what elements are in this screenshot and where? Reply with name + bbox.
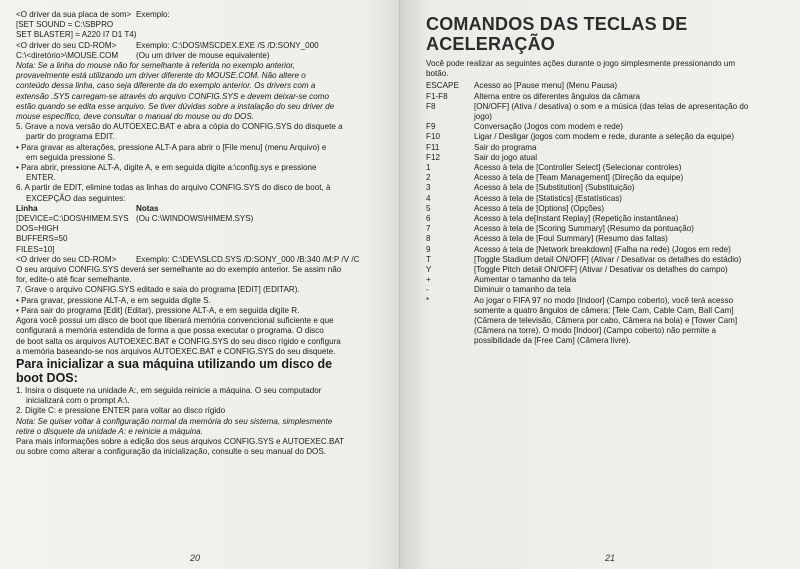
set-sound-line: [SET SOUND = C:\SBPRO (16, 20, 114, 30)
key-description (474, 102, 788, 122)
dos-high-line: DOS=HIGH (16, 224, 59, 234)
key-description (474, 265, 788, 275)
key-row (426, 143, 788, 153)
key-description (474, 183, 788, 193)
key-description (474, 245, 788, 255)
cd-driver-row-2 (16, 255, 388, 265)
key-description-line: Acesso à tela de [Statistics] (Estatísticas) (474, 193, 622, 203)
key-name: + (426, 275, 431, 285)
key-name: ESCAPE (426, 81, 459, 91)
key-name: 6 (426, 214, 431, 224)
page-number-right: 21 (605, 553, 616, 563)
mouse-note: (Ou um driver de mouse equivalente) (136, 50, 270, 60)
key-row (426, 224, 788, 234)
key-row (426, 214, 788, 224)
key-description-line: (Câmera de televisão, Câmera por cabo, Câmera na bola) e [Tower Cam] (474, 316, 738, 326)
key-description (474, 285, 788, 295)
buffers-line: BUFFERS=50 (16, 234, 68, 244)
key-name: F9 (426, 122, 436, 132)
note-mouse-5: estão quando se edita esse arquivo. Se tiver dúvidas sobre a instalação do seu driver de (16, 101, 335, 111)
key-description (474, 143, 788, 153)
key-description-line: Acesso à tela de[Instant Replay] (Repetição instantânea) (474, 214, 679, 224)
set-blaster-line: SET BLASTER] = A220 I7 D1 T4) (16, 30, 137, 40)
key-description-line: [ON/OFF] (Ativa / desativa) o som e a música (das telas de apresentação do (474, 101, 749, 111)
key-row (426, 296, 788, 347)
key-row (426, 194, 788, 204)
files-line: FILES=10] (16, 244, 55, 254)
key-row (426, 255, 788, 265)
key-description (474, 194, 788, 204)
step-6-line-2: EXCEPÇÃO das seguintes: (26, 193, 126, 203)
cd-driver-row (16, 41, 388, 51)
key-name: 1 (426, 163, 431, 173)
note-mouse-1: Nota: Se a linha do mouse não for semelhante à referida no exemplo anterior, (16, 61, 295, 71)
key-name: 9 (426, 244, 431, 254)
key-description-line: Acesso à tela de [Options] (Opções) (474, 203, 605, 213)
key-description-line: Ligar / Desligar (jogos com modem e rede, durante a seleção da equipe) (474, 132, 735, 142)
boot-para-2: configurará a memória estendida de forma a que possa executar o programa. O disco (16, 326, 324, 336)
key-name: F12 (426, 152, 440, 162)
key-description (474, 214, 788, 224)
cd-example-2: Exemplo: C:\DEV\SLCD.SYS /D:SONY_000 /B:340 /M:P /V /C (136, 254, 360, 264)
intro-line-1: Você pode realizar as seguintes ações durante o jogo simplesmente pressionando um (426, 59, 736, 68)
key-description-line: Acesso à tela de [Network breakdown] (Falha na rede) (Jogos em rede) (474, 244, 731, 254)
key-row (426, 183, 788, 193)
key-name: - (426, 285, 429, 295)
key-description-line: [Toggle Stadium detail ON/OFF] (Ativar / Desativar os detalhes do estádio) (474, 254, 742, 264)
step-7: 7. Grave o arquivo CONFIG.SYS editado e saia do programa [EDIT] (EDITAR). (16, 285, 300, 295)
key-description (474, 163, 788, 173)
key-name: F11 (426, 142, 440, 152)
key-description (474, 173, 788, 183)
key-description-line: [Toggle Pitch detail ON/OFF] (Ativar / Desativar os detalhes do campo) (474, 265, 728, 275)
bullet-save-2: em seguida pressione S. (26, 152, 116, 162)
key-description (474, 255, 788, 265)
bullet-write: • Para gravar, pressione ALT-A, e em seguida digite S. (16, 295, 211, 305)
key-row (426, 92, 788, 102)
key-description-line: Acesso à tela de [Substitution] (Substituição) (474, 183, 635, 193)
table-header (16, 204, 388, 214)
key-row (426, 265, 788, 275)
device-row (16, 214, 388, 224)
key-name: T (426, 254, 431, 264)
key-list (426, 81, 788, 346)
key-name: F1-F8 (426, 91, 448, 101)
col-notas: Notas (136, 203, 159, 213)
key-name: F8 (426, 101, 436, 111)
key-row (426, 245, 788, 255)
key-name: 5 (426, 203, 431, 213)
page-number-left: 20 (190, 553, 201, 563)
example-label: Exemplo: (136, 10, 170, 19)
key-description-line: somente a quatro ângulos de câmera: [Tele Cam, Cable Cam, Ball Cam] (474, 305, 734, 315)
page-right (400, 0, 800, 569)
note-mouse-3: conteúdo dessa linha, caso seja diferente da do exemplo anterior. Os drivers com a (16, 81, 316, 91)
cd-driver-line-2: <O driver do seu CD-ROM> (16, 254, 117, 264)
key-description (474, 296, 788, 347)
key-name: Y (426, 265, 432, 275)
bullet-open-2: ENTER. (26, 173, 56, 183)
bullet-open-1: • Para abrir, pressione ALT-A, digite A, e em seguida digite a:\config.sys e pressione (16, 163, 317, 173)
key-description-line: Conversação (Jogos com modem e rede) (474, 122, 623, 132)
mouse-row (16, 51, 388, 61)
key-description-line: Sair do jogo atual (474, 152, 537, 162)
key-description-line: jogo) (474, 112, 492, 122)
boot-step-1b: inicializará com o prompt A:\. (26, 396, 130, 406)
note-mouse-2: provavelmente está utilizando um driver diferente do MOUSE.COM. Não altere o (16, 71, 306, 81)
key-description-line: Aumentar o tamanho da tela (474, 275, 577, 285)
note-restore-2: retire o disquete da unidade A: e reinicie a máquina. (16, 426, 203, 436)
key-row (426, 234, 788, 244)
config-note-1: O seu arquivo CONFIG.SYS deverá ser semelhante ao do exemplo anterior. Se assim não (16, 265, 342, 275)
key-name: 3 (426, 183, 431, 193)
key-row (426, 153, 788, 163)
boot-para-4: a memória baseando-se nos arquivos AUTOEXEC.BAT e CONFIG.SYS do seu disquete. (16, 346, 336, 356)
intro-text (426, 59, 788, 79)
boot-step-1: 1. Insira o disquete na unidade A:, em seguida reinicie a máquina. O seu computador (16, 385, 322, 395)
col-linha: Linha (16, 203, 38, 213)
config-note-2: for, edite-o até ficar semelhante. (16, 275, 132, 285)
key-description (474, 132, 788, 142)
step-6-line-1: 6. A partir de EDIT, elimine todas as linhas do arquivo CONFIG.SYS do disco de boot, à (16, 183, 331, 193)
boot-step-2: 2. Digite C: e pressione ENTER para voltar ao disco rígido (16, 406, 226, 416)
key-description-line: (Câmera na torre). O modo [Indoor] (Campo coberto) não permite a (474, 326, 717, 336)
key-description-line: possibilidade da [Free Cam] (Câmera livre). (474, 336, 631, 346)
boot-para-1: Agora você possui um disco de boot que liberará memória convencional suficiente e que (16, 316, 334, 326)
key-row (426, 173, 788, 183)
key-description-line: Acesso à tela de [Scoring Summary] (Resumo da pontuação) (474, 224, 694, 234)
key-name: 2 (426, 173, 431, 183)
key-name: 8 (426, 234, 431, 244)
key-description-line: Acesso ao [Pause menu] (Menu Pausa) (474, 81, 618, 91)
final-para-2: ou sobre como alterar a configuração da inicialização, consulte o seu manual do DOS. (16, 447, 326, 457)
page-title (426, 14, 788, 54)
key-description-line: Ao jogar o FIFA 97 no modo [Indoor] (Campo coberto), você terá acesso (474, 295, 734, 305)
key-description-line: Alterna entre os diferentes ângulos da câmara (474, 91, 641, 101)
key-description (474, 234, 788, 244)
key-row (426, 81, 788, 91)
key-row (426, 122, 788, 132)
key-description (474, 275, 788, 285)
key-description-line: Acesso à tela de [Foul Summary] (Resumo das faltas) (474, 234, 668, 244)
cd-example: Exemplo: C:\DOS\MSCDEX.EXE /S /D:SONY_000 (136, 40, 319, 50)
key-row (426, 163, 788, 173)
key-name: 7 (426, 224, 431, 234)
section-heading-2: boot DOS: (16, 371, 78, 386)
key-description (474, 224, 788, 234)
key-description (474, 92, 788, 102)
sound-driver-row (16, 10, 388, 20)
key-name: F10 (426, 132, 440, 142)
key-description (474, 81, 788, 91)
key-row (426, 132, 788, 142)
title-line-2: ACELERAÇÃO (426, 34, 556, 54)
key-name: 4 (426, 193, 431, 203)
key-description-line: Acesso à tela de [Controller Select] (Selecionar controles) (474, 163, 682, 173)
step-5-line-2: partir do programa EDIT. (26, 132, 115, 142)
boot-para-3: de boot salta os arquivos AUTOEXEC.BAT e CONFIG.SYS do seu disco rígido e configura (16, 336, 341, 346)
key-row (426, 285, 788, 295)
section-heading-1: Para inicializar a sua máquina utilizando um disco de (16, 356, 333, 371)
note-mouse-6: mouse específico, deve consultar o manual do mouse ou do DOS. (16, 112, 254, 122)
note-mouse-4: extensão .SYS carregam-se através do arquivo CONFIG.SYS e devem deixar-se como (16, 91, 329, 101)
note-restore-1: Nota: Se quiser voltar à configuração normal da memória do seu sistema, simplesmente (16, 416, 333, 426)
bullet-exit: • Para sair do programa [Edit] (Editar), pressione ALT-A, e em seguida digite R. (16, 305, 300, 315)
title-line-1: COMANDOS DAS TECLAS DE (426, 14, 688, 34)
key-description-line: Sair do programa (474, 142, 537, 152)
bullet-save-1: • Para gravar as alterações, pressione ALT-A para abrir o [File menu] (menu Arquivo) e (16, 142, 327, 152)
key-description-line: Acesso à tela de [Team Management] (Direção da equipe) (474, 173, 684, 183)
device-note: (Ou C:\WINDOWS\HIMEM.SYS) (136, 214, 254, 224)
key-name: * (426, 295, 430, 305)
key-description (474, 122, 788, 132)
key-row (426, 204, 788, 214)
mouse-path: C:\<diretório>\MOUSE.COM (16, 50, 119, 60)
key-description (474, 153, 788, 163)
key-row (426, 102, 788, 122)
device-line: [DEVICE=C:\DOS\HIMEM.SYS (16, 214, 129, 224)
step-5-line-1: 5. Grave a nova versão do AUTOEXEC.BAT e abra a cópia do CONFIG.SYS do disquete a (16, 122, 343, 132)
final-para-1: Para mais informações sobre a edição dos seus arquivos CONFIG.SYS e AUTOEXEC.BAT (16, 436, 345, 446)
intro-line-2: botão. (426, 69, 449, 79)
sound-driver-line: <O driver da sua placa de som> (16, 10, 132, 19)
key-description (474, 204, 788, 214)
key-row (426, 275, 788, 285)
key-description-line: Diminuir o tamanho da tela (474, 285, 571, 295)
cd-driver-line: <O driver do seu CD-ROM> (16, 40, 117, 50)
